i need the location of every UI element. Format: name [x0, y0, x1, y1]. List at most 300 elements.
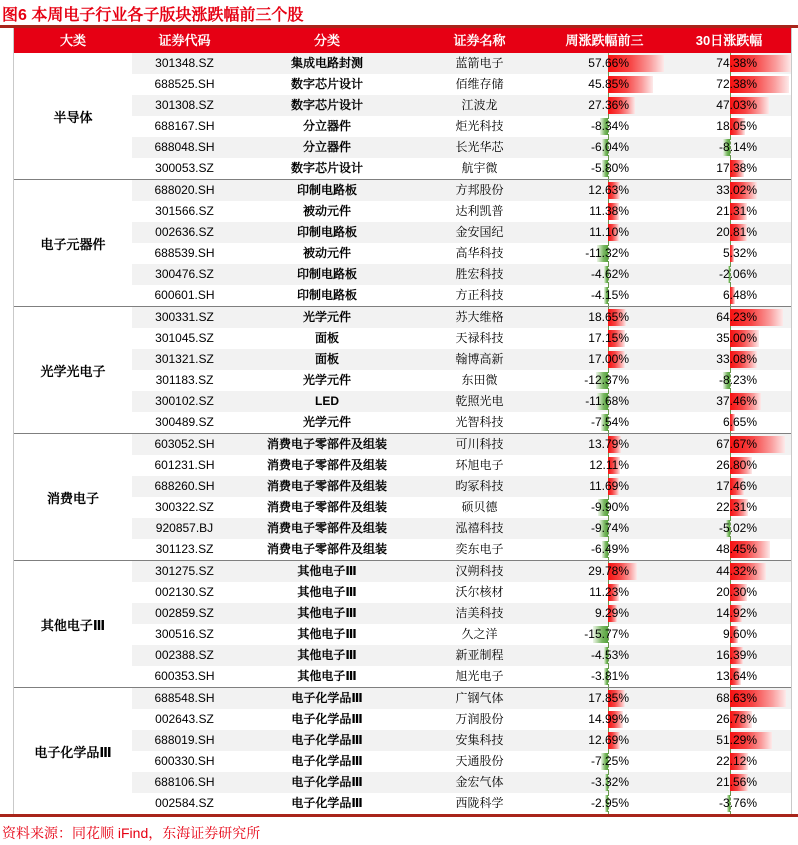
cell-stock-name: 硕贝德: [461, 500, 498, 514]
table-row: [132, 264, 791, 285]
table-row: [132, 476, 791, 497]
cell-stock-code: 300053.SZ: [155, 161, 214, 175]
cell-stock-name: 达利凯普: [455, 204, 504, 218]
table-row: [132, 391, 791, 412]
cell-stock-name: 高华科技: [455, 246, 504, 260]
month-change-value: -8.14%: [718, 140, 757, 154]
cell-stock-code: 301123.SZ: [155, 542, 214, 556]
cell-classification: 被动元件: [302, 204, 351, 218]
week-change-value: -11.32%: [585, 246, 629, 260]
week-change-value: -2.95%: [590, 796, 629, 810]
sector-category-cell: 电子化学品Ⅲ: [14, 688, 132, 814]
month-change-value: 6.48%: [722, 288, 757, 302]
week-change-value: 17.85%: [588, 691, 629, 705]
cell-stock-name: 沃尔核材: [455, 585, 504, 599]
month-change-value: -2.06%: [718, 267, 757, 281]
sector-rows: [132, 434, 791, 560]
cell-week-change: [542, 328, 667, 349]
cell-classification: 消费电子零部件及组装: [266, 500, 387, 514]
cell-stock-code: 920857.BJ: [155, 521, 214, 535]
cell-stock-name: 蓝箭电子: [455, 56, 504, 70]
cell-week-change: [542, 582, 667, 603]
week-change-value: 45.85%: [588, 77, 629, 91]
cell-stock-code: 688539.SH: [154, 246, 215, 260]
cell-stock-code: 603052.SH: [154, 437, 215, 451]
cell-month-change: [667, 666, 791, 687]
cell-week-change: [542, 222, 667, 243]
table-row: [132, 201, 791, 222]
week-change-value: -9.74%: [590, 521, 629, 535]
table-body: [14, 53, 791, 814]
cell-stock-name: 久之洋: [461, 627, 498, 641]
cell-week-change: [542, 476, 667, 497]
sector-section: [14, 687, 791, 814]
week-change-value: -7.54%: [590, 415, 629, 429]
cell-classification: 其他电子Ⅲ: [297, 606, 357, 620]
table-row: [132, 709, 791, 730]
cell-stock-code: 002388.SZ: [155, 648, 214, 662]
cell-month-change: [667, 582, 791, 603]
cell-month-change: [667, 222, 791, 243]
table-row: [132, 730, 791, 751]
cell-month-change: [667, 116, 791, 137]
week-change-value: 11.69%: [589, 479, 629, 493]
month-change-value: 33.08%: [716, 352, 757, 366]
month-change-value: 21.56%: [716, 775, 757, 789]
cell-stock-code: 688020.SH: [154, 183, 215, 197]
week-change-value: 13.79%: [588, 437, 629, 451]
cell-stock-code: 002636.SZ: [155, 225, 214, 239]
sector-category-cell: 消费电子: [14, 434, 132, 560]
cell-classification: 电子化学品Ⅲ: [291, 733, 363, 747]
cell-month-change: [667, 455, 791, 476]
month-change-value: 44.32%: [716, 564, 757, 578]
week-change-value: -3.32%: [590, 775, 629, 789]
table-row: [132, 307, 791, 328]
month-change-value: 33.02%: [716, 183, 757, 197]
cell-week-change: [542, 95, 667, 116]
cell-week-change: [542, 688, 667, 709]
sector-rows: [132, 688, 791, 814]
cell-classification: 消费电子零部件及组装: [266, 521, 387, 535]
month-change-value: 22.12%: [716, 754, 757, 768]
cell-stock-name: 昀冢科技: [455, 479, 504, 493]
cell-month-change: [667, 624, 791, 645]
cell-stock-name: 长光华芯: [455, 140, 504, 154]
month-change-value: 18.05%: [716, 119, 757, 133]
sector-category-cell: 光学光电子: [14, 307, 132, 433]
sector-rows: [132, 561, 791, 687]
cell-month-change: [667, 772, 791, 793]
cell-stock-name: 新亚制程: [455, 648, 504, 662]
sector-rows: [132, 180, 791, 306]
sector-section: [14, 433, 791, 560]
cell-month-change: [667, 328, 791, 349]
table-row: [132, 645, 791, 666]
month-change-value: 13.64%: [716, 669, 757, 683]
cell-stock-code: 300489.SZ: [155, 415, 214, 429]
cell-classification: 电子化学品Ⅲ: [291, 754, 363, 768]
cell-stock-code: 688106.SH: [154, 775, 215, 789]
week-change-value: -4.53%: [590, 648, 629, 662]
table-row: [132, 793, 791, 814]
cell-classification: 印制电路板: [296, 267, 357, 281]
sector-category-cell: 半导体: [14, 53, 132, 179]
table-row: [132, 412, 791, 433]
cell-stock-code: 301566.SZ: [155, 204, 214, 218]
cell-stock-code: 300516.SZ: [155, 627, 214, 641]
week-change-value: -6.49%: [590, 542, 629, 556]
cell-classification: 其他电子Ⅲ: [297, 627, 357, 641]
sector-section: [14, 306, 791, 433]
cell-stock-name: 洁美科技: [455, 606, 504, 620]
cell-stock-code: 301045.SZ: [155, 331, 214, 345]
table-row: [132, 561, 791, 582]
cell-stock-name: 天禄科技: [455, 331, 504, 345]
month-change-value: 51.29%: [716, 733, 757, 747]
table-row: [132, 434, 791, 455]
cell-month-change: [667, 201, 791, 222]
cell-stock-code: 002130.SZ: [155, 585, 214, 599]
table-row: [132, 539, 791, 560]
cell-classification: 面板: [314, 331, 339, 345]
col-header-classification: 分类: [313, 33, 340, 48]
cell-month-change: [667, 349, 791, 370]
month-change-value: -5.02%: [718, 521, 757, 535]
bottom-divider: [0, 814, 798, 817]
cell-week-change: [542, 793, 667, 814]
cell-week-change: [542, 666, 667, 687]
week-change-value: -12.37%: [584, 373, 629, 387]
cell-stock-code: 300322.SZ: [155, 500, 214, 514]
sector-section: [14, 560, 791, 687]
cell-stock-code: 688048.SH: [154, 140, 215, 154]
week-change-value: 57.66%: [588, 56, 629, 70]
cell-classification: 面板: [314, 352, 339, 366]
table-header-row: [14, 28, 791, 53]
cell-month-change: [667, 539, 791, 560]
table-row: [132, 349, 791, 370]
week-change-value: -7.25%: [590, 754, 629, 768]
cell-classification: 印制电路板: [296, 288, 357, 302]
cell-stock-code: 300102.SZ: [155, 394, 214, 408]
table-row: [132, 455, 791, 476]
cell-classification: 印制电路板: [296, 183, 357, 197]
cell-month-change: [667, 709, 791, 730]
week-change-value: 17.00%: [588, 352, 629, 366]
table-row: [132, 180, 791, 201]
cell-week-change: [542, 539, 667, 560]
cell-week-change: [542, 137, 667, 158]
cell-classification: 电子化学品Ⅲ: [291, 796, 363, 810]
cell-classification: 电子化学品Ⅲ: [291, 691, 363, 705]
month-change-value: 9.60%: [722, 627, 757, 641]
cell-classification: 印制电路板: [296, 225, 357, 239]
month-change-value: 47.03%: [716, 98, 757, 112]
cell-month-change: [667, 412, 791, 433]
cell-classification: 数字芯片设计: [290, 77, 363, 91]
cell-month-change: [667, 476, 791, 497]
cell-week-change: [542, 730, 667, 751]
cell-stock-name: 环旭电子: [455, 458, 504, 472]
cell-stock-code: 002643.SZ: [155, 712, 214, 726]
cell-stock-code: 600353.SH: [154, 669, 215, 683]
cell-week-change: [542, 412, 667, 433]
cell-month-change: [667, 370, 791, 391]
cell-classification: 电子化学品Ⅲ: [291, 712, 363, 726]
table-row: [132, 158, 791, 179]
sector-category-cell: 电子元器件: [14, 180, 132, 306]
cell-month-change: [667, 180, 791, 201]
cell-stock-name: 万润股份: [455, 712, 504, 726]
cell-classification: 集成电路封测: [290, 56, 363, 70]
cell-month-change: [667, 137, 791, 158]
cell-classification: 消费电子零部件及组装: [266, 458, 387, 472]
cell-stock-name: 航宇微: [461, 161, 498, 175]
cell-month-change: [667, 391, 791, 412]
cell-month-change: [667, 751, 791, 772]
col-header-week-change: 周涨跌幅前三: [565, 33, 644, 48]
table-row: [132, 688, 791, 709]
cell-stock-name: 乾照光电: [455, 394, 504, 408]
month-change-value: 68.63%: [716, 691, 757, 705]
cell-stock-name: 奕东电子: [455, 542, 504, 556]
cell-stock-name: 方正科技: [455, 288, 504, 302]
col-header-month-change: 30日涨跌幅: [695, 33, 763, 48]
month-change-value: 20.30%: [716, 585, 757, 599]
month-change-value: 20.81%: [716, 225, 757, 239]
table-row: [132, 603, 791, 624]
cell-classification: 其他电子Ⅲ: [297, 669, 357, 683]
sector-rows: [132, 53, 791, 179]
cell-week-change: [542, 201, 667, 222]
table-row: [132, 328, 791, 349]
cell-stock-code: 002584.SZ: [155, 796, 214, 810]
week-change-value: -6.04%: [590, 140, 629, 154]
month-change-value: 6.65%: [722, 415, 757, 429]
cell-stock-code: 600330.SH: [154, 754, 215, 768]
cell-stock-code: 300331.SZ: [155, 310, 214, 324]
cell-stock-name: 光智科技: [455, 415, 504, 429]
week-change-value: -9.90%: [590, 500, 629, 514]
stocks-table: [13, 28, 792, 814]
cell-classification: 分立器件: [302, 119, 351, 133]
cell-week-change: [542, 116, 667, 137]
week-change-value: 11.23%: [589, 585, 629, 599]
cell-classification: 数字芯片设计: [290, 98, 363, 112]
cell-week-change: [542, 434, 667, 455]
cell-stock-name: 翰博高新: [455, 352, 504, 366]
cell-month-change: [667, 434, 791, 455]
cell-stock-name: 旭光电子: [455, 669, 504, 683]
cell-stock-name: 江波龙: [461, 98, 498, 112]
cell-stock-code: 301183.SZ: [155, 373, 214, 387]
week-change-value: 27.36%: [588, 98, 629, 112]
week-change-value: -3.81%: [590, 669, 629, 683]
month-change-value: -3.76%: [718, 796, 757, 810]
cell-month-change: [667, 518, 791, 539]
week-change-value: -11.68%: [585, 394, 629, 408]
month-change-value: 26.80%: [716, 458, 757, 472]
cell-week-change: [542, 645, 667, 666]
week-change-value: -4.15%: [590, 288, 629, 302]
col-header-name: 证券名称: [453, 33, 506, 48]
cell-stock-code: 600601.SH: [154, 288, 215, 302]
week-change-value: 29.78%: [588, 564, 629, 578]
cell-week-change: [542, 624, 667, 645]
month-change-value: 21.31%: [716, 204, 757, 218]
week-change-value: 11.38%: [589, 204, 629, 218]
week-change-value: 17.15%: [588, 331, 629, 345]
cell-week-change: [542, 709, 667, 730]
month-change-value: 74.38%: [716, 56, 757, 70]
cell-stock-name: 胜宏科技: [455, 267, 504, 281]
cell-month-change: [667, 561, 791, 582]
sector-section: [14, 179, 791, 306]
cell-week-change: [542, 180, 667, 201]
cell-stock-code: 688167.SH: [154, 119, 215, 133]
cell-week-change: [542, 561, 667, 582]
cell-stock-name: 天通股份: [455, 754, 504, 768]
table-row: [132, 582, 791, 603]
cell-month-change: [667, 497, 791, 518]
month-change-value: 5.32%: [722, 246, 757, 260]
cell-stock-name: 广钢气体: [455, 691, 504, 705]
cell-stock-code: 688548.SH: [154, 691, 215, 705]
sector-section: [14, 53, 791, 179]
cell-classification: 消费电子零部件及组装: [266, 542, 387, 556]
cell-month-change: [667, 53, 791, 74]
cell-month-change: [667, 603, 791, 624]
table-row: [132, 53, 791, 74]
cell-week-change: [542, 370, 667, 391]
month-change-value: 67.67%: [716, 437, 757, 451]
cell-month-change: [667, 95, 791, 116]
cell-month-change: [667, 730, 791, 751]
cell-stock-code: 688019.SH: [154, 733, 215, 747]
table-row: [132, 137, 791, 158]
cell-classification: 消费电子零部件及组装: [266, 479, 387, 493]
cell-stock-code: 301308.SZ: [155, 98, 214, 112]
cell-stock-name: 东田微: [461, 373, 498, 387]
table-row: [132, 518, 791, 539]
table-row: [132, 116, 791, 137]
month-change-value: 14.92%: [716, 606, 757, 620]
cell-week-change: [542, 518, 667, 539]
month-change-value: 26.78%: [716, 712, 757, 726]
table-row: [132, 666, 791, 687]
cell-stock-code: 002859.SZ: [155, 606, 214, 620]
table-row: [132, 497, 791, 518]
table-row: [132, 370, 791, 391]
cell-month-change: [667, 74, 791, 95]
week-change-value: 11.10%: [589, 225, 629, 239]
week-change-value: 12.69%: [588, 733, 629, 747]
table-row: [132, 285, 791, 306]
cell-classification: 消费电子零部件及组装: [266, 437, 387, 451]
week-change-value: -8.34%: [590, 119, 629, 133]
col-header-code: 证券代码: [158, 33, 211, 48]
week-change-value: -5.80%: [590, 161, 629, 175]
cell-month-change: [667, 158, 791, 179]
cell-week-change: [542, 391, 667, 412]
cell-week-change: [542, 772, 667, 793]
month-change-value: 35.00%: [716, 331, 757, 345]
cell-month-change: [667, 264, 791, 285]
cell-classification: LED: [315, 394, 339, 408]
cell-stock-code: 601231.SH: [154, 458, 215, 472]
cell-stock-name: 安集科技: [455, 733, 504, 747]
cell-week-change: [542, 603, 667, 624]
cell-classification: 被动元件: [302, 246, 351, 260]
week-change-value: -4.62%: [590, 267, 629, 281]
cell-week-change: [542, 53, 667, 74]
cell-classification: 数字芯片设计: [290, 161, 363, 175]
cell-stock-name: 金安国纪: [455, 225, 504, 239]
cell-classification: 光学元件: [302, 310, 351, 324]
cell-week-change: [542, 243, 667, 264]
cell-month-change: [667, 243, 791, 264]
cell-week-change: [542, 264, 667, 285]
sector-rows: [132, 307, 791, 433]
table-row: [132, 74, 791, 95]
cell-classification: 其他电子Ⅲ: [297, 564, 357, 578]
cell-week-change: [542, 307, 667, 328]
month-change-value: 72.38%: [716, 77, 757, 91]
cell-stock-code: 688260.SH: [154, 479, 215, 493]
month-change-value: 16.39%: [716, 648, 757, 662]
month-change-value: 17.38%: [716, 161, 757, 175]
month-change-value: 48.45%: [716, 542, 757, 556]
month-change-value: 17.46%: [716, 479, 757, 493]
cell-stock-code: 301275.SZ: [155, 564, 214, 578]
cell-classification: 光学元件: [302, 415, 351, 429]
cell-stock-name: 苏大维格: [455, 310, 504, 324]
table-row: [132, 751, 791, 772]
cell-stock-name: 汉朔科技: [455, 564, 504, 578]
month-change-value: 37.46%: [716, 394, 757, 408]
week-change-value: 9.29%: [594, 606, 629, 620]
cell-month-change: [667, 285, 791, 306]
cell-week-change: [542, 455, 667, 476]
cell-classification: 其他电子Ⅲ: [297, 648, 357, 662]
cell-week-change: [542, 349, 667, 370]
month-change-value: 22.31%: [716, 500, 757, 514]
table-row: [132, 222, 791, 243]
table-row: [132, 243, 791, 264]
col-header-category: 大类: [59, 33, 86, 48]
cell-month-change: [667, 645, 791, 666]
cell-week-change: [542, 497, 667, 518]
source-note: 资料来源：同花顺 iFind，东海证券研究所: [2, 825, 261, 841]
cell-week-change: [542, 74, 667, 95]
cell-stock-name: 泓禧科技: [455, 521, 504, 535]
cell-week-change: [542, 751, 667, 772]
cell-month-change: [667, 793, 791, 814]
cell-stock-name: 佰维存储: [455, 77, 504, 91]
table-row: [132, 772, 791, 793]
week-change-value: 18.65%: [588, 310, 629, 324]
cell-stock-name: 炬光科技: [455, 119, 504, 133]
month-change-value: -8.23%: [718, 373, 757, 387]
table-row: [132, 95, 791, 116]
sector-category-cell: 其他电子Ⅲ: [14, 561, 132, 687]
figure-title: 图6 本周电子行业各子版块涨跌幅前三个股: [2, 7, 304, 24]
cell-month-change: [667, 307, 791, 328]
cell-stock-code: 301321.SZ: [155, 352, 214, 366]
week-change-value: 12.11%: [589, 458, 629, 472]
cell-stock-name: 方邦股份: [455, 183, 504, 197]
